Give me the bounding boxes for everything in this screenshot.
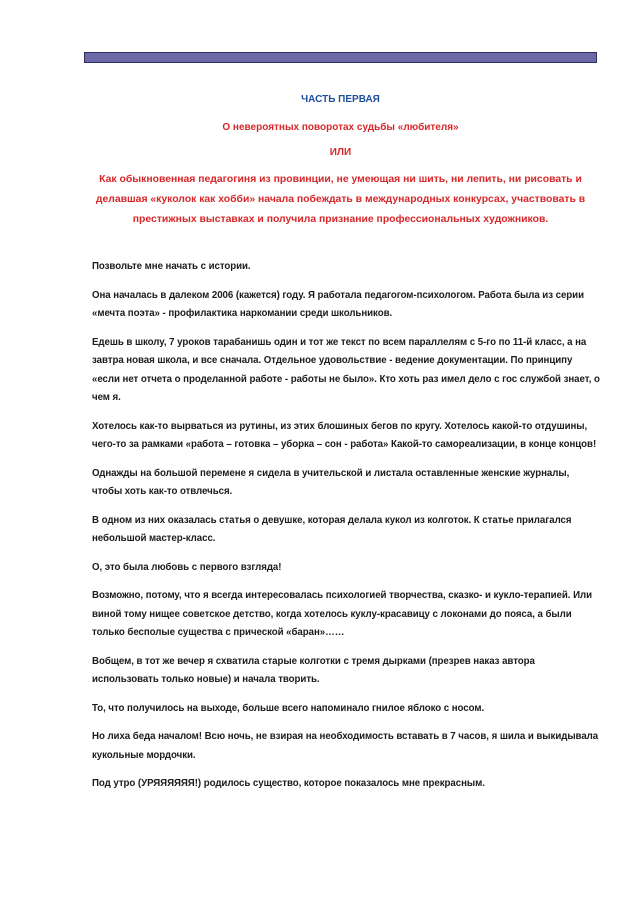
body-paragraph: Но лиха беда началом! Всю ночь, не взирая на необходимость вставать в 7 часов, я шила и выкидывала кукольные мордочки. [92, 731, 599, 761]
body-paragraph: Возможно, потому, что я всегда интересовалась психологией творчества, сказко- и кукло-терапией. Или виной тому нищее советское детство, когда хотелось куклу-красавицу с локонами до пояса, а были только бесполые существа с прической «баран»…… [92, 590, 593, 638]
body-paragraph: Позвольте мне начать с истории. [92, 261, 251, 272]
document-subtitle: О невероятных поворотах судьбы «любителя» [222, 122, 459, 133]
lead-paragraph: Как обыкновенная педагогиня из провинции, не умеющая ни шить, ни лепить, ни рисовать и делавшая «куколок как хобби» начала побеждать в международных конкурсах, участвовать в престижных выставках и получила признание профессиональных художников. [95, 174, 586, 225]
body-paragraph: Под утро (УРЯЯЯЯЯЯ!) родилось существо, которое показалось мне прекрасным. [92, 778, 485, 789]
body-paragraph: О, это была любовь с первого взгляда! [92, 561, 282, 573]
document-body [92, 258, 602, 804]
body-paragraph: То, что получилось на выходе, больше всего напоминало гнилое яблоко с носом. [92, 702, 485, 714]
or-label: ИЛИ [329, 147, 352, 158]
body-paragraph: Хотелось как-то вырваться из рутины, из этих блошиных бегов по кругу. Хотелось какой-то отдушины, чего-то за рамками «работа – готовка – уборка – сон - работа» Какой-то самореализации, в конце концов! [92, 420, 597, 450]
body-paragraph: Она началась в далеком 2006 (кажется) году. Я работала педагогом-психологом. Работа была из серии «мечта поэта» - профилактика наркомании среди школьников. [92, 289, 584, 319]
body-paragraph: В одном из них оказалась статья о девушке, которая делала кукол из колготок. К статье прилагался небольшой мастер-класс. [92, 514, 572, 544]
document-header [84, 93, 597, 230]
body-paragraph: Однажды на большой перемене я сидела в учительской и листала оставленные женские журналы, чтобы хоть как-то отвлечься. [92, 467, 570, 497]
header-decorative-bar [84, 52, 597, 63]
part-title: ЧАСТЬ ПЕРВАЯ [301, 94, 380, 105]
body-paragraph: Вобщем, в тот же вечер я схватила старые колготки с тремя дырками (презрев наказ автора использовать только новые) и начала творить. [92, 655, 535, 685]
body-paragraph: Едешь в школу, 7 уроков тарабанишь один и тот же текст по всем параллелям с 5-го по 11-й класс, а на завтра новая школа, и все сначала. Отдельное удовольствие - ведение документации. По принципу «если нет отчета о проделанной работе - работы не было». Кто хоть раз имел дело с гос службой знает, о чем я. [92, 336, 600, 403]
